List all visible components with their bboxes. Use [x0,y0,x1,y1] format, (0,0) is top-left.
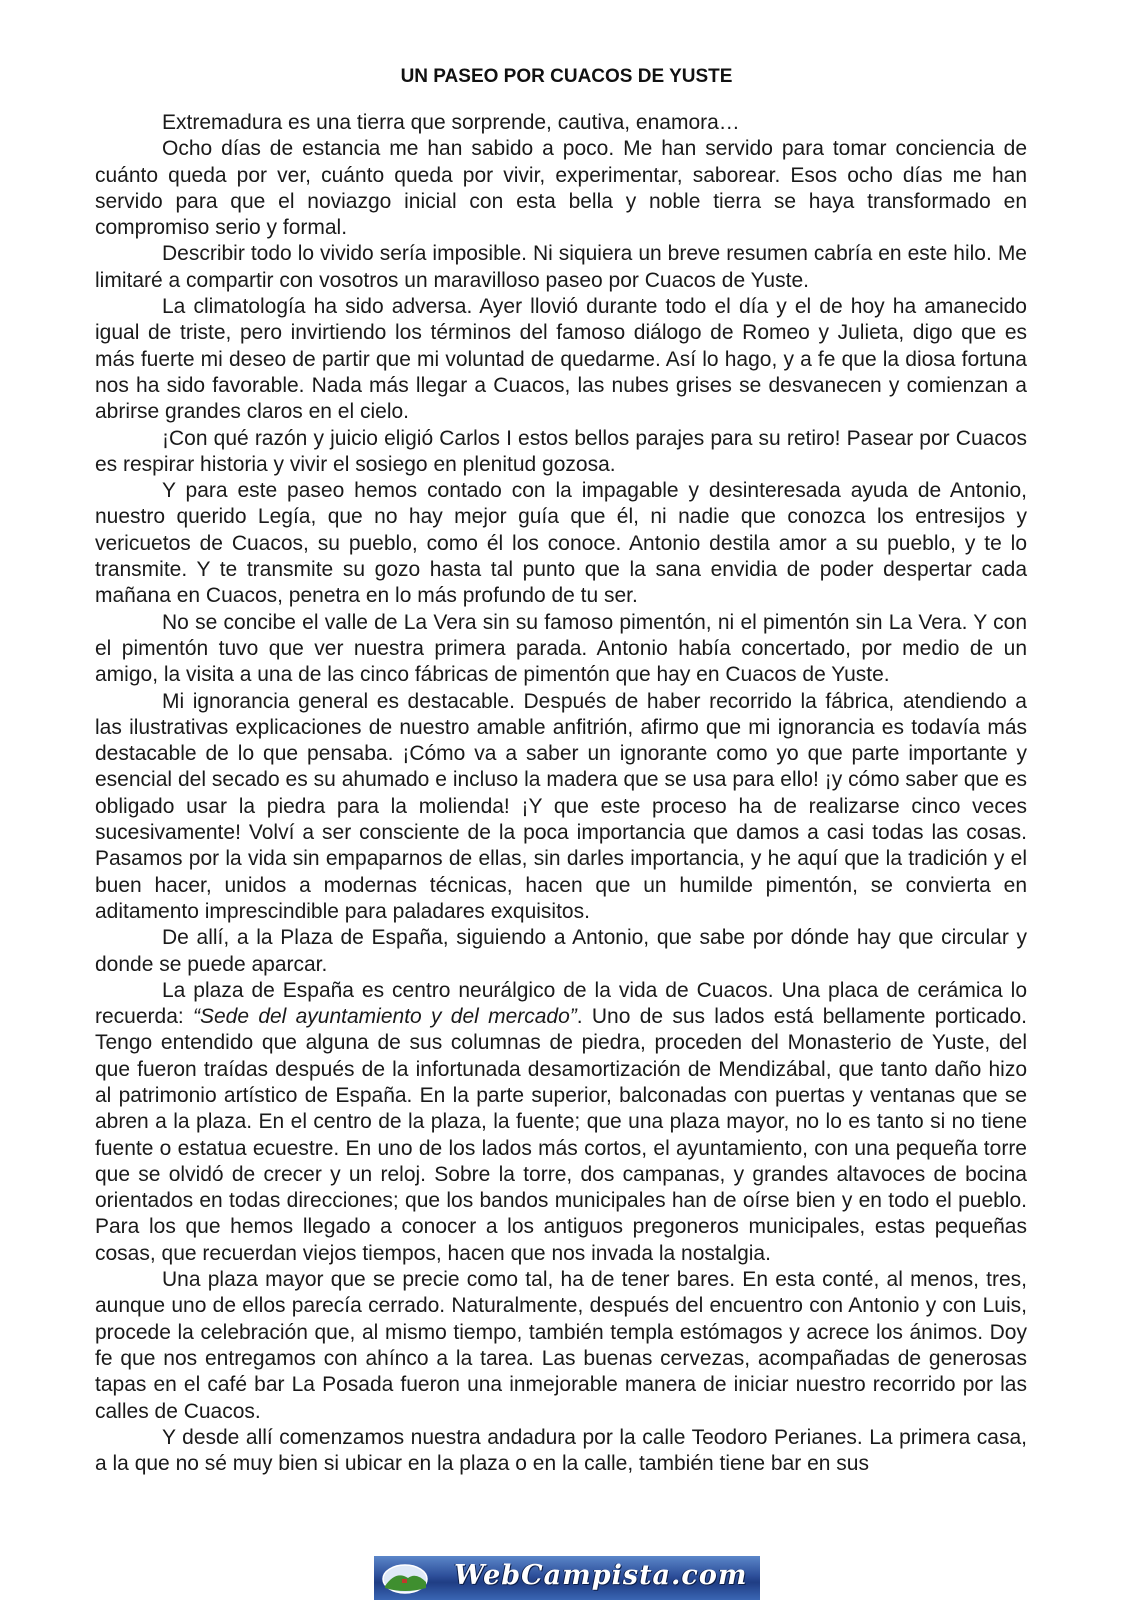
paragraph: Mi ignorancia general es destacable. Después de haber recorrido la fábrica, atendiendo a las ilustrativas explicaciones de nuestro amable anfitrión, afirmo que mi ignorancia es todavía más destacable de lo que pensaba. ¡Cómo va a saber un ignorante como yo que parte importante y esencial del secado es su ahumado e incluso la madera que se usa para ello! ¡y cómo saber que es obligado usar la piedra para la molienda! ¡Y que este proceso ha de realizarse cinco veces sucesivamente! Volví a ser consciente de la poca importancia que damos a casi todas las cosas. Pasamos por la vida sin empaparnos de ellas, sin darles importancia, y he aquí que la tradición y el buen hacer, unidos a modernas técnicas, hacen que un humilde pimentón, se convierta en aditamento imprescindible para paladares exquisitos. [95,689,1027,923]
paragraph: De allí, a la Plaza de España, siguiendo a Antonio, que sabe por dónde hay que circular y donde se puede aparcar. [95,926,1027,976]
paragraph: Ocho días de estancia me han sabido a poco. Me han servido para tomar conciencia de cuánto queda por ver, cuánto queda por vivir, experimentar, saborear. Esos ocho días me han servido para que el noviazgo inicial con esta bella y noble tierra se haya transformado en compromiso serio y formal. [95,137,1027,240]
hill-landscape-icon [382,1564,428,1594]
plaza-text-after: . Uno de sus lados está bellamente porticado. Tengo entendido que alguna de sus columnas de piedra, proceden del Monasterio de Yuste, del que fueron traídas después de la infortunada desamortización de Mendizábal, que tanto daño hizo al patrimonio artístico de España. En la parte superior, balconadas con puertas y ventanas que se abren a la plaza. En el centro de la plaza, la fuente; que una plaza mayor, no lo es tanto si no tiene fuente o estatua ecuestre. En uno de los lados más cortos, el ayuntamiento, con una pequeña torre que se olvidó de crecer y un reloj. Sobre la torre, dos campanas, y grandes altavoces de bocina orientados en todas direcciones; que los bandos municipales han de oírse bien y en todo el pueblo. Para los que hemos llegado a conocer a los antiguos pregoneros municipales, estas pequeñas cosas, que recuerdan viejos tiempos, hacen que nos invada la nostalgia. [95,1005,1027,1265]
webcampista-logo [374,1556,760,1600]
plaza-paragraph [95,978,1027,1267]
paragraph: No se concibe el valle de La Vera sin su famoso pimentón, ni el pimentón sin La Vera. Y con el pimentón tuvo que ver nuestra primera parada. Antonio había concertado, por medio de un amigo, la visita a una de las cinco fábricas de pimentón que hay en Cuacos de Yuste. [95,610,1027,687]
document-title: UN PASEO POR CUACOS DE YUSTE [400,66,733,87]
paragraph: Una plaza mayor que se precie como tal, ha de tener bares. En esta conté, al menos, tres, aunque uno de ellos parecía cerrado. Naturalmente, después del encuentro con Antonio y con Luis, procede la celebración que, al mismo tiempo, también templa estómagos y acrece los ánimos. Doy fe que nos entregamos con ahínco a la tarea. Las buenas cervezas, acompañadas de generosas tapas en el café bar La Posada fueron una inmejorable manera de iniciar nuestro recorrido por las calles de Cuacos. [95,1268,1027,1423]
paragraph: Describir todo lo vivido sería imposible. Ni siquiera un breve resumen cabría en este hilo. Me limitaré a compartir con vosotros un maravilloso paseo por Cuacos de Yuste. [95,242,1027,292]
document-body [95,110,1027,1477]
paragraph: Extremadura es una tierra que sorprende, cautiva, enamora… [162,111,740,134]
paragraph: Y para este paseo hemos contado con la impagable y desinteresada ayuda de Antonio, nuestro querido Legía, que no hay mejor guía que él, ni nadie que conozca los entresijos y vericuetos de Cuacos, su pueblo, como él los conoce. Antonio destila amor a su pueblo, y te lo transmite. Y te transmite su gozo hasta tal punto que la sana envidia de poder despertar cada mañana en Cuacos, penetra en lo más profundo de tu ser. [95,479,1027,608]
logo-wordmark: WebCampista.com [454,1560,748,1591]
plaza-quote: “Sede del ayuntamiento y del mercado” [193,1005,577,1029]
plaza-text-before: La plaza de España es centro neurálgico de la vida de Cuacos. Una placa de cerámica lo recuerda: [95,978,1027,1029]
paragraph: Y desde allí comenzamos nuestra andadura por la calle Teodoro Perianes. La primera casa, a la que no sé muy bien si ubicar en la plaza o en la calle, también tiene bar en sus [95,1425,1027,1476]
paragraph: La climatología ha sido adversa. Ayer llovió durante todo el día y el de hoy ha amanecido igual de triste, pero invirtiendo los términos del famoso diálogo de Romeo y Julieta, digo que es más fuerte mi deseo de partir que mi voluntad de quedarme. Así lo hago, y a fe que la diosa fortuna nos ha sido favorable. Nada más llegar a Cuacos, las nubes grises se desvanecen y comienzan a abrirse grandes claros en el cielo. [95,295,1027,424]
paragraph: ¡Con qué razón y juicio eligió Carlos I estos bellos parajes para su retiro! Pasear por Cuacos es respirar historia y vivir el sosiego en plenitud gozosa. [95,426,1027,476]
